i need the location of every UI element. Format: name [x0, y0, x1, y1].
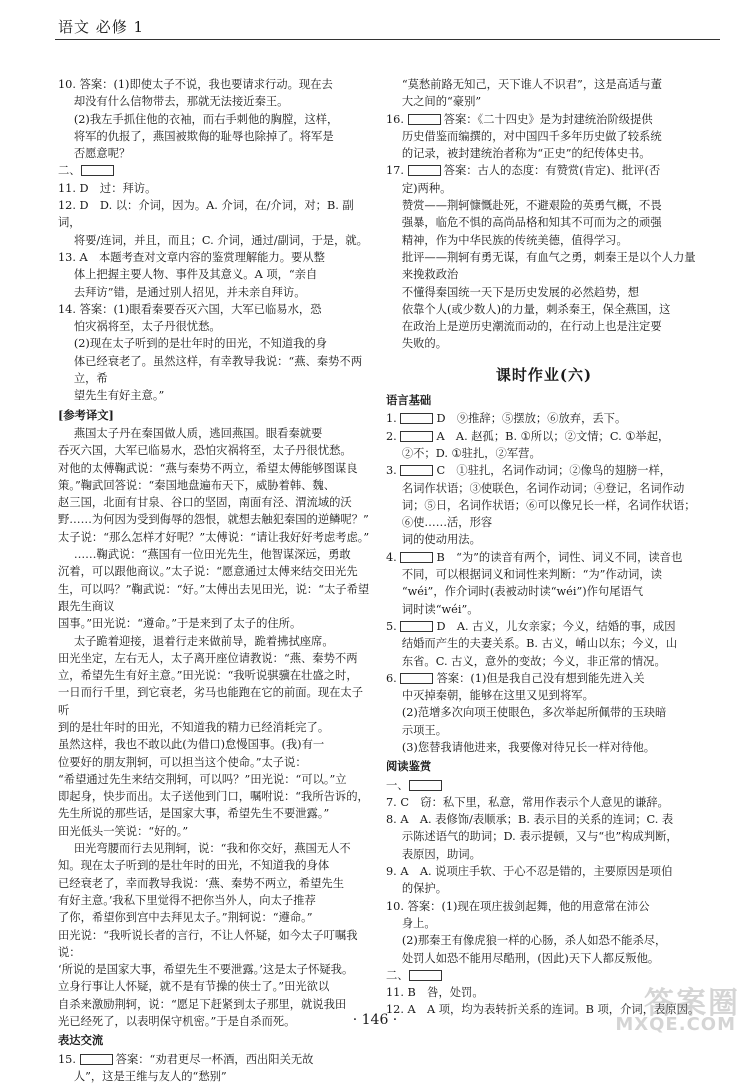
text-line: 即起身，快步而出。太子送他到门口，嘱咐说：“我所告诉的， — [58, 790, 369, 804]
text-line: 已经衰老了，幸而教导我说：‘燕、秦势不两立，希望先生 — [58, 876, 345, 890]
text-line: 11. D 过：拜访。 — [58, 181, 157, 195]
text-line: 词；⑤日，名词作状语；⑥可以像兄长一样，名词作状语；⑥使……活，形容 — [401, 498, 696, 530]
text-line: 一日而行千里，到它衰老，劣马也能跑在它的前面。现在太子听 — [58, 686, 364, 717]
text-line: 将军的仇报了，燕国被欺侮的耻辱也除掉了。将军是 — [73, 129, 334, 143]
text-line: 词的使动用法。 — [401, 533, 481, 547]
text-line: 依靠个人(或少数人)的力量，刺杀秦王，保全燕国，这 — [401, 302, 671, 316]
text-line: 不同，可以根据词义和词性来判断：“为”作动词，读 — [401, 568, 662, 582]
code-box — [81, 165, 114, 176]
text-line: 去拜访”错，是通过别人招见，并未亲自拜访。 — [73, 285, 306, 299]
text-line: “wéi”，作介词时(表被动时读“wéi”)作句尾语气 — [401, 585, 644, 599]
text-line: 二、 — [58, 162, 374, 179]
text-line: 体已经衰老了。虽然这样，有幸教导我说：“燕、秦势不两立，希 — [73, 354, 363, 386]
text-line: 对他的太傅鞠武说：“燕与秦势不两立，希望太傅能够图谋良 — [58, 461, 358, 475]
text-line: 示项王。 — [401, 723, 448, 737]
text-line: (2)范增多次向项王使眼色，多次举起所佩带的玉玦暗 — [401, 706, 667, 720]
text-line: 田光弯腰而行去见荆轲，说：“我和你交好，燕国无人不 — [73, 842, 351, 856]
text-line: 有好主意。’我私下里觉得不把你当外人，向太子推荐 — [58, 893, 316, 907]
text-line: (2)现在太子听到的是壮年时的田光，不知道我的身 — [73, 337, 328, 351]
text-line: 6. 答案：(1)但是我自己没有想到能先进入关 — [386, 671, 645, 685]
text-line: 体上把握主要人物、事件及其意义。A 项，“亲自 — [73, 268, 318, 282]
text-line: 定)两种。 — [401, 181, 452, 195]
text-line: 田光坐定，左右无人，太子离开座位请教说：“燕、秦势不两 — [58, 651, 358, 665]
text-line: 吞灭六国，大军已临易水，恐怕灾祸将至，太子丹很忧愁。 — [58, 444, 352, 458]
text-line: 太子跪着迎接，退着行走来做前导，跪着拂拭座席。 — [73, 634, 334, 648]
text-line: 否愿意呢？ — [73, 147, 131, 161]
text-line: 却没有什么信物带去，那就无法接近秦王。 — [73, 95, 289, 109]
text-line: 田光说：“我听说长者的言行，不让人怀疑，如今太子叮嘱我说： — [58, 928, 358, 959]
code-box — [400, 413, 433, 424]
text-line: 2. A A. 赵孤；B. ①所以；②文情；C. ①举起， — [386, 429, 670, 443]
section-heading: [参考译文] — [58, 407, 114, 422]
text-line: 11. B 咎，处罚。 — [386, 986, 484, 1000]
text-line: 4. B “为”的读音有两个，词性、词义不同，读音也 — [386, 550, 683, 564]
section-heading: 语言基础 — [386, 393, 432, 408]
text-line: 田光低头一笑说：“好的。” — [58, 824, 189, 838]
text-line: ‘所说的是国家大事，希望先生不要泄露。’这是太子怀疑我。 — [58, 963, 354, 977]
section-heading: 表达交流 — [58, 1033, 104, 1048]
text-line: 失败的。 — [401, 337, 448, 351]
watermark-logo — [590, 978, 740, 1036]
text-line: 人”，这是王维与友人的“愁别” — [73, 1069, 227, 1083]
code-box — [400, 465, 433, 476]
text-line: 14. 答案：(1)眼看秦要吞灭六国，大军已临易水，恐 — [58, 302, 322, 316]
text-line: 名词作状语；③使联色，名词作动词；④登记，名词作动 — [401, 481, 685, 495]
text-line: 赞赏——荆轲慷慨赴死，不避艰险的英勇气概，不畏 — [401, 199, 662, 213]
text-line: 生，可以吗？”鞠武说：“好。”太傅出去见田光，说：“太子希望跟先生商议 — [58, 582, 370, 613]
text-line: 中灭掉秦朝，能够在这里又见到将军。 — [401, 689, 594, 703]
text-line: 将要/连词，并且，而且；C. 介词，通过/副词，于是，就。 — [73, 233, 368, 247]
text-line: 处罚人如恐不能用尽酷刑，(因此)天下人都反叛他。 — [401, 951, 660, 965]
text-line: (3)您替我请他进来，我要像对待兄长一样对待他。 — [401, 740, 656, 754]
text-line: 历史借鉴而编撰的，对中国四千多年历史做了较系统 — [401, 129, 662, 143]
text-line: ②不；D. ①驻扎，②军营。 — [401, 446, 541, 460]
text-line: 16. 答案：《二十四史》是为封建统治阶级提供 — [386, 112, 653, 126]
text-line: 3. C ①驻扎，名词作动词；②像鸟的翅膀一样， — [386, 464, 672, 478]
left-column — [58, 76, 374, 1085]
text-line: 光已经死了，以表明保守机密。”于是自杀而死。 — [58, 1015, 296, 1029]
text-line: 二、 — [386, 967, 702, 984]
text-line: 5. D A. 古义，儿女亲家；今义，结婚的事，成因 — [386, 619, 676, 633]
text-line: 的保护。 — [401, 882, 448, 896]
text-line: “希望通过先生来结交荆轲，可以吗？”田光说：“可以。”立 — [58, 772, 347, 786]
code-box — [80, 1054, 113, 1065]
text-line: 策。”鞠武回答说：“秦国地盘遍布天下，威胁着韩、魏、 — [58, 478, 336, 492]
text-line: 7. C 窃：私下里，私意，常用作表示个人意见的谦辞。 — [386, 795, 669, 809]
text-line: 12. A A 项，均为表转折关系的连词。B 项，介词，表原因。 — [386, 1003, 700, 1017]
text-line: 在政治上是逆历史潮流而动的，在行动上也是注定要 — [401, 320, 662, 334]
text-line: 15. 答案：“劝君更尽一杯酒，西出阳关无故 — [58, 1052, 314, 1066]
section-title: 课时作业(六) — [495, 365, 593, 384]
code-box — [409, 970, 442, 981]
text-line: 8. A A. 表修饰/表顺承；B. 表示目的关系的连词；C. 表 — [386, 813, 674, 827]
text-line: 立身行事让人怀疑，就不是有节操的侠士了。”田光欲以 — [58, 980, 330, 994]
text-line: 一、 — [386, 777, 702, 794]
text-line: 身上。 — [401, 916, 436, 930]
text-line: 12. D D. 以：介词，因为。A. 介词，在/介词，对；B. 副词， — [58, 199, 354, 230]
text-line: 大之间的“豪别” — [401, 95, 482, 109]
text-line: 到的是壮年时的田光，不知道我的精力已经消耗完了。 — [58, 720, 330, 734]
code-box — [400, 673, 433, 684]
code-box — [408, 114, 441, 125]
code-box — [408, 165, 441, 176]
code-box — [400, 621, 433, 632]
text-line: 的记录，被封建统治者称为“正史”的纪传体史书。 — [401, 147, 651, 161]
text-line: 13. A 本题考查对文章内容的鉴赏理解能力。要从整 — [58, 250, 325, 264]
watermark-url: MXQE.COM — [615, 1014, 736, 1035]
text-line: (2)那秦王有像虎狼一样的心肠，杀人如恐不能杀尽， — [401, 934, 667, 948]
code-box — [400, 552, 433, 563]
text-line: 不懂得秦国统一天下是历史发展的必然趋势，想 — [401, 285, 640, 299]
header-rule — [55, 39, 720, 40]
watermark-text: 答案圈 — [644, 986, 740, 1021]
text-line: 东省。C. 古义，意外的变故；今义，非正常的情况。 — [401, 654, 666, 668]
text-line: 表原因，助词。 — [401, 847, 481, 861]
text-line: 1. D ⑨推辞；⑤摆放；⑥放弃，丢下。 — [386, 412, 627, 426]
code-box — [409, 780, 442, 791]
text-line: 立，希望先生有好主意。”田光说：“我听说骐骥在壮盛之时， — [58, 669, 358, 683]
text-line: 怕灾祸将至，太子丹很忧愁。 — [73, 320, 221, 334]
text-line: 先生所说的那些话，是国家大事，希望先生不要泄露。” — [58, 807, 330, 821]
page-number: · 146 · — [352, 1012, 398, 1028]
text-line: 赵三国，北面有甘泉、谷口的坚固，南面有泾、渭流域的沃 — [58, 496, 352, 510]
text-line: 结婚而产生的夫妻关系。B. 古义，崤山以东；今义，山 — [401, 637, 678, 651]
text-line: 野……为何因为受到侮辱的怨恨，就想去触犯秦国的逆鳞呢？” — [58, 513, 369, 527]
text-line: 知。现在太子听到的是壮年时的田光，不知道我的身体 — [58, 859, 330, 873]
section-heading: 阅读鉴赏 — [386, 759, 432, 774]
text-line: ……鞠武说：“燕国有一位田光先生，他智谋深远，勇敢 — [73, 548, 351, 562]
text-line: 自杀来激励荆轲，说：“愿足下赶紧到太子那里，就说我田 — [58, 997, 347, 1011]
text-line: “莫愁前路无知己，天下谁人不识君”，这是高适与董 — [401, 78, 662, 91]
text-line: 批评——荆轲有勇无谋，有血气之勇，刺秦王是以个人力量来挽救政治 — [401, 250, 696, 282]
text-line: 示陈述语气的助词；D. 表示提顿，又与“也”构成判断， — [401, 830, 678, 844]
text-line: 强暴，临危不惧的高尚品格和知其不可而为之的顽强 — [401, 216, 662, 230]
text-line: 精神，作为中华民族的传统美德，值得学习。 — [401, 233, 628, 247]
text-line: 虽然这样，我也不敢以此(为借口)怠慢国事。(我)有一 — [58, 738, 325, 752]
right-column — [386, 76, 702, 1019]
text-line: 10. 答案：(1)现在项庄拔剑起舞，他的用意常在沛公 — [386, 899, 650, 913]
text-line: 9. A A. 说项庄手软、于心不忍是错的，主要原因是项伯 — [386, 865, 673, 879]
text-line: 望先生有好主意。” — [73, 389, 165, 403]
text-line: 沉着，可以跟他商议。”太子说：“愿意通过太傅来结交田光先 — [58, 565, 358, 579]
text-line: 燕国太子丹在秦国做人质，逃回燕国。眼看秦就要 — [73, 426, 323, 440]
text-line: 词时读“wéi”。 — [401, 602, 479, 616]
text-line: 了你，希望你到宫中去拜见太子。”荆轲说：“遵命。” — [58, 911, 313, 925]
text-line: 国事。”田光说：“遵命。”于是来到了太子的住所。 — [58, 617, 302, 631]
text-line: (2)我左手抓住他的衣袖，而右手刺他的胸膛，这样， — [73, 112, 339, 126]
text-line: 10. 答案：(1)即使太子不说，我也要请求行动。现在去 — [58, 78, 333, 91]
text-line: 17. 答案：古人的态度：有赞赏(肯定)、批评(否 — [386, 164, 661, 178]
code-box — [400, 431, 433, 442]
text-line: 位要好的朋友荆轲，可以担当这个使命。”太子说： — [58, 755, 307, 769]
page-header: 语文 必修 1 — [58, 18, 145, 36]
text-line: 太子说：“那么怎样才好呢？”太傅说：“请让我好好考虑考虑。” — [58, 530, 370, 544]
